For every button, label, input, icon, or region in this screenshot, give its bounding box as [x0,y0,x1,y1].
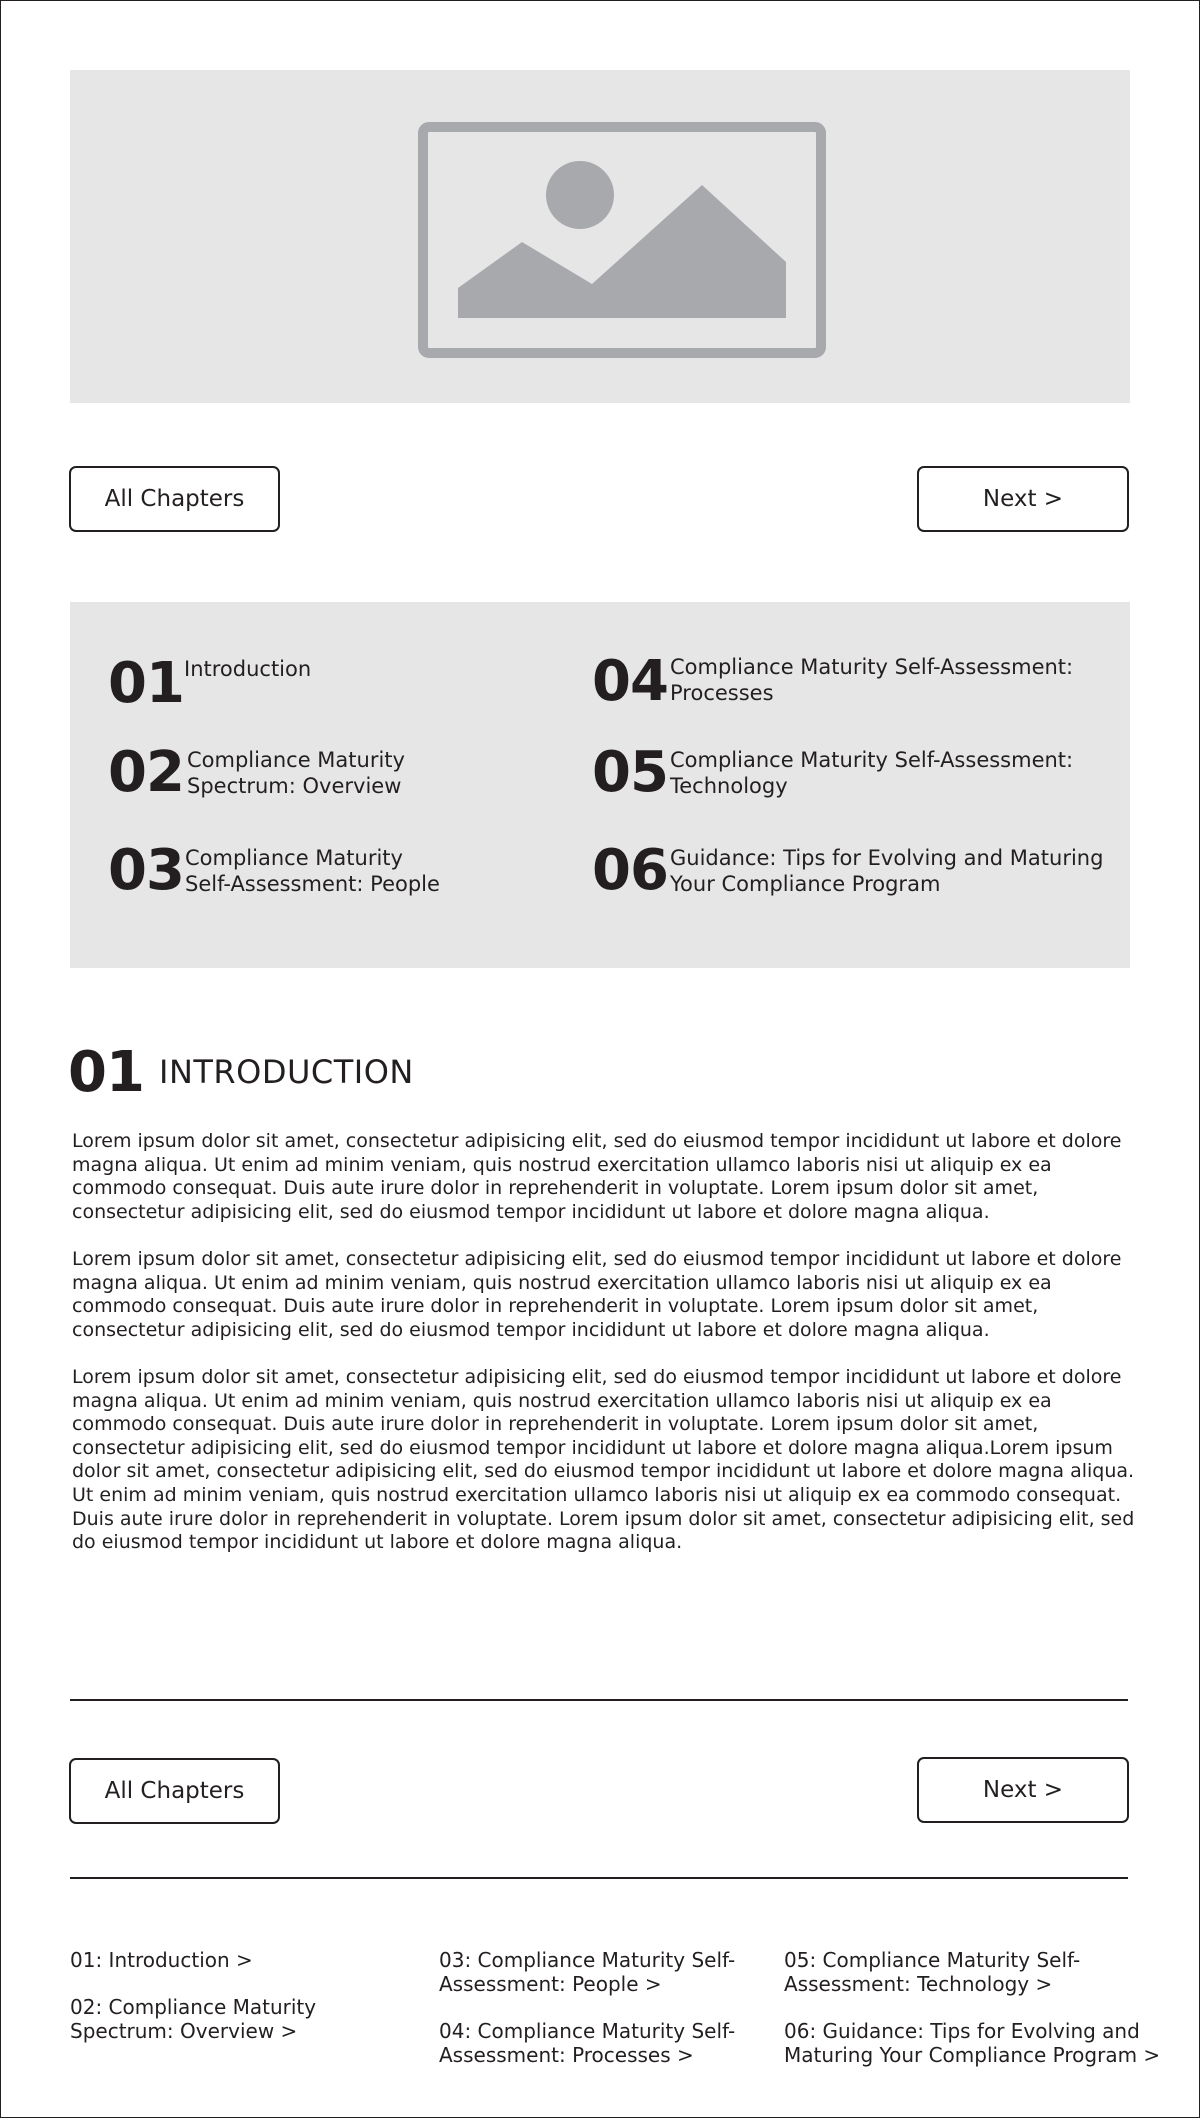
image-placeholder-icon [70,70,1130,403]
next-button-bottom[interactable]: Next > [917,1757,1129,1823]
toc-title: Compliance Maturity Spectrum: Overview [187,748,405,798]
all-chapters-button[interactable]: All Chapters [69,466,280,532]
body-paragraph-1: Lorem ipsum dolor sit amet, consectetur adipisicing elit, sed do eiusmod tempor incididunt ut labore et dolore magna aliqua. Ut enim ad minim veniam, quis nostrud exercitation ullamco laboris nisi ut aliquip ex ea commodo consequat. Duis aute irure dolor in reprehenderit in voluptate. Lorem ipsum dolor sit amet, consectetur adipisicing elit, sed do eiusmod tempor incididunt ut labore et dolore magna aliqua. [72,1130,1122,1223]
toc-title: Compliance Maturity Self-Assessment: Processes [670,655,1074,705]
chapter-table-of-contents [70,602,1130,968]
footer-link-04[interactable]: 04: Compliance Maturity Self-Assessment: Processes > [439,2019,736,2067]
footer-link-02[interactable]: 02: Compliance Maturity Spectrum: Overview > [70,1995,317,2043]
hero-image-placeholder [70,70,1130,403]
toc-title: Introduction [184,657,312,681]
body-paragraph-2: Lorem ipsum dolor sit amet, consectetur adipisicing elit, sed do eiusmod tempor incididunt ut labore et dolore magna aliqua. Ut enim ad minim veniam, quis nostrud exercitation ullamco laboris nisi ut aliquip ex ea commodo consequat. Duis aute irure dolor in reprehenderit in voluptate. Lorem ipsum dolor sit amet, consectetur adipisicing elit, sed do eiusmod tempor incididunt ut labore et dolore magna aliqua. [72,1248,1122,1341]
toc-number: 02 [108,740,184,805]
toc-number: 06 [592,838,668,903]
divider [70,1877,1128,1879]
toc-number: 04 [592,649,668,714]
footer-link-01[interactable]: 01: Introduction > [70,1948,253,1972]
toc-title: Guidance: Tips for Evolving and Maturing Your Compliance Program [670,846,1104,896]
footer-link-06[interactable]: 06: Guidance: Tips for Evolving and Maturing Your Compliance Program > [784,2019,1161,2067]
footer-link-05[interactable]: 05: Compliance Maturity Self-Assessment: Technology > [784,1948,1081,1996]
section-title: INTRODUCTION [159,1053,414,1091]
section-number: 01 [68,1040,144,1105]
toc-title: Compliance Maturity Self-Assessment: Technology [670,748,1074,798]
toc-number: 03 [108,838,184,903]
body-paragraph-3: Lorem ipsum dolor sit amet, consectetur adipisicing elit, sed do eiusmod tempor incididunt ut labore et dolore magna aliqua. Ut enim ad minim veniam, quis nostrud exercitation ullamco laboris nisi ut aliquip ex ea commodo consequat. Duis aute irure dolor in reprehenderit in voluptate. Lorem ipsum dolor sit amet, consectetur adipisicing elit, sed do eiusmod tempor incididunt ut labore et dolore magna aliqua.Lorem ipsum dolor sit amet, consectetur adipisicing elit, sed do eiusmod tempor incididunt ut labore et dolore magna aliqua. Ut enim ad minim veniam, quis nostrud exercitation ullamco laboris nisi ut aliquip ex ea commodo consequat. Duis aute irure dolor in reprehenderit in voluptate. Lorem ipsum dolor sit amet, consectetur adipisicing elit, sed do eiusmod tempor incididunt ut labore et dolore magna aliqua. [72,1366,1135,1554]
toc-title: Compliance Maturity Self-Assessment: People [185,846,440,896]
toc-number: 01 [108,651,184,716]
divider [70,1699,1128,1701]
all-chapters-button-bottom[interactable]: All Chapters [69,1758,280,1824]
toc-number: 05 [592,740,668,805]
next-button[interactable]: Next > [917,466,1129,532]
footer-link-03[interactable]: 03: Compliance Maturity Self-Assessment: People > [439,1948,736,1996]
